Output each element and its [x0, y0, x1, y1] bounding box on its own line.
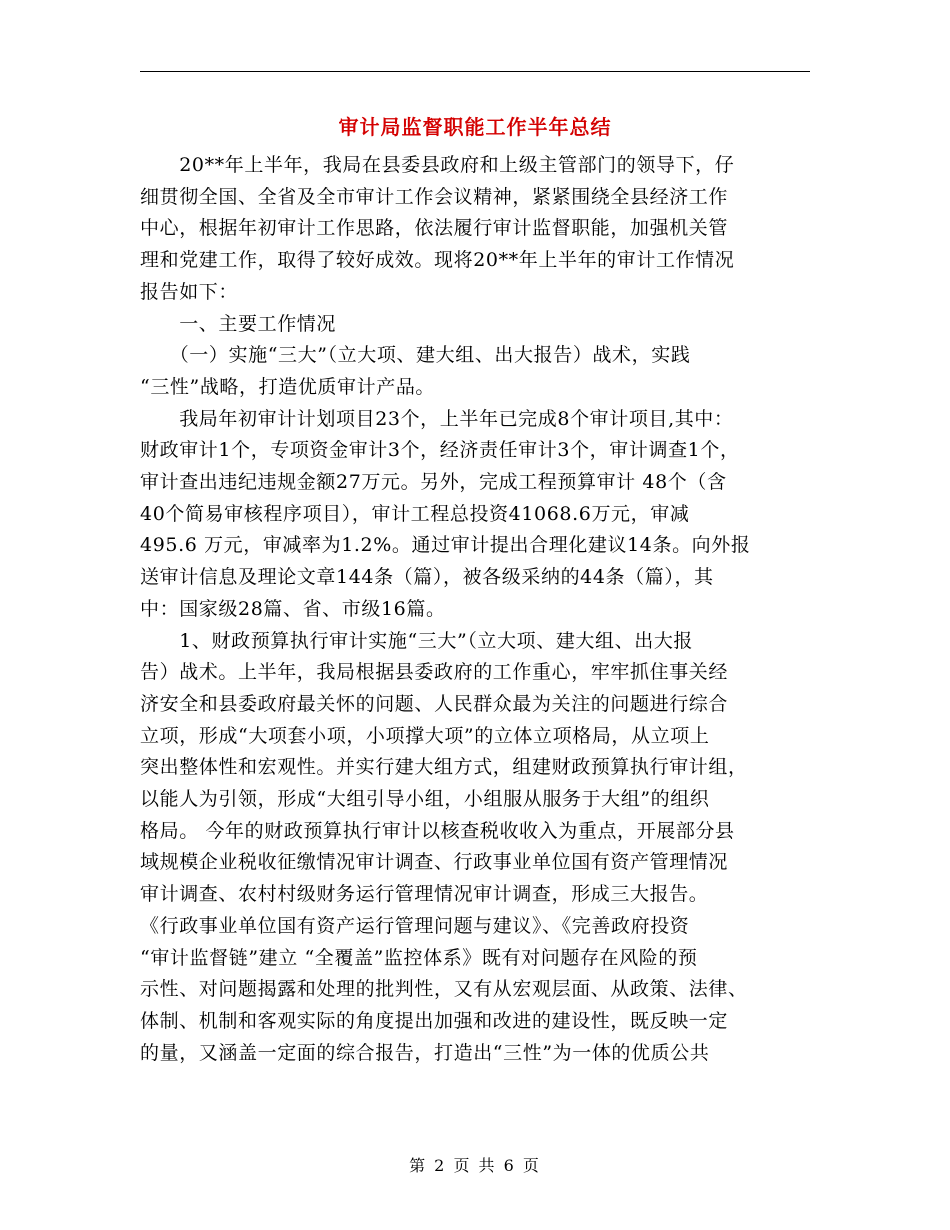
body-line: 一、主要工作情况: [140, 312, 337, 335]
body-line: “三性”战略，打造优质审计产品。: [140, 375, 436, 398]
body-line: 中：国家级28篇、省、市级16篇。: [140, 597, 446, 620]
body-line: 域规模企业税收征缴情况审计调查、行政事业单位国有资产管理情况: [140, 851, 729, 874]
page-number: 第 2 页 共 6 页: [409, 1156, 541, 1175]
body-line: 报告如下：: [140, 280, 239, 303]
body-line: “审计监督链”建立 “全覆盖”监控体系》既有对问题存在风险的预: [140, 946, 698, 969]
body-line: 示性、对问题揭露和处理的批判性，又有从宏观层面、从政策、法律、: [140, 978, 748, 1001]
body-line: 495.6 万元，审减率为1.2%。通过审计提出合理化建议14条。向外报: [140, 534, 751, 557]
body-line: 细贯彻全国、全省及全市审计工作会议精神，紧紧围绕全县经济工作: [140, 185, 729, 208]
body-line: 审计调查、农村村级财务运行管理情况审计调查，形成三大报告。: [140, 883, 709, 906]
body-line: 突出整体性和宏观性。并实行建大组方式，组建财政预算执行审计组，: [140, 756, 748, 779]
body-line: 《行政事业单位国有资产运行管理问题与建议》、《完善政府投资: [140, 914, 690, 937]
body-line: 审计查出违纪违规金额27万元。另外，完成工程预算审计 48个（含: [140, 471, 727, 493]
body-line: 理和党建工作，取得了较好成效。现将20**年上半年的审计工作情况: [140, 249, 735, 272]
body-line: 中心，根据年初审计工作思路，依法履行审计监督职能，加强机关管: [140, 217, 729, 240]
body-line: 1、财政预算执行审计实施“三大”（立大项、建大组、出大报: [140, 629, 694, 652]
body-line: 告）战术。上半年，我局根据县委政府的工作重心，牢牢抓住事关经: [140, 661, 729, 684]
body-line: 20**年上半年，我局在县委县政府和上级主管部门的领导下，仔: [140, 154, 735, 176]
body-line: 体制、机制和客观实际的角度提出加强和改进的建设性，既反映一定: [140, 1009, 729, 1032]
body-line: 财政审计1个，专项资金审计3个，经济责任审计3个，审计调查1个，: [140, 439, 740, 462]
body-line: 济安全和县委政府最关怀的问题、人民群众最为关注的问题进行综合: [140, 692, 729, 715]
document-title: 审计局监督职能工作半年总结: [338, 115, 612, 139]
body-line: 送审计信息及理论文章144条（篇），被各级采纳的44条（篇），其: [140, 566, 714, 589]
body-line: （一）实施“三大”（立大项、建大组、出大报告）战术，实践: [140, 344, 691, 367]
body-line: 立项，形成“大项套小项，小项撑大项”的立体立项格局，从立项上: [140, 724, 710, 747]
body-line: 我局年初审计计划项目23个，上半年已完成8个审计项目,其中：: [140, 407, 734, 430]
header-rule: [140, 71, 810, 72]
body-line: 40个简易审核程序项目），审计工程总投资41068.6万元，审减: [140, 502, 690, 525]
body-line: 以能人为引领，形成“大组引导小组，小组服从服务于大组”的组织: [140, 788, 710, 810]
body-line: 的量，又涵盖一定面的综合报告，打造出“三性”为一体的优质公共: [140, 1041, 710, 1064]
body-line: 格局。 今年的财政预算执行审计以核查税收收入为重点，开展部分县: [140, 819, 735, 842]
